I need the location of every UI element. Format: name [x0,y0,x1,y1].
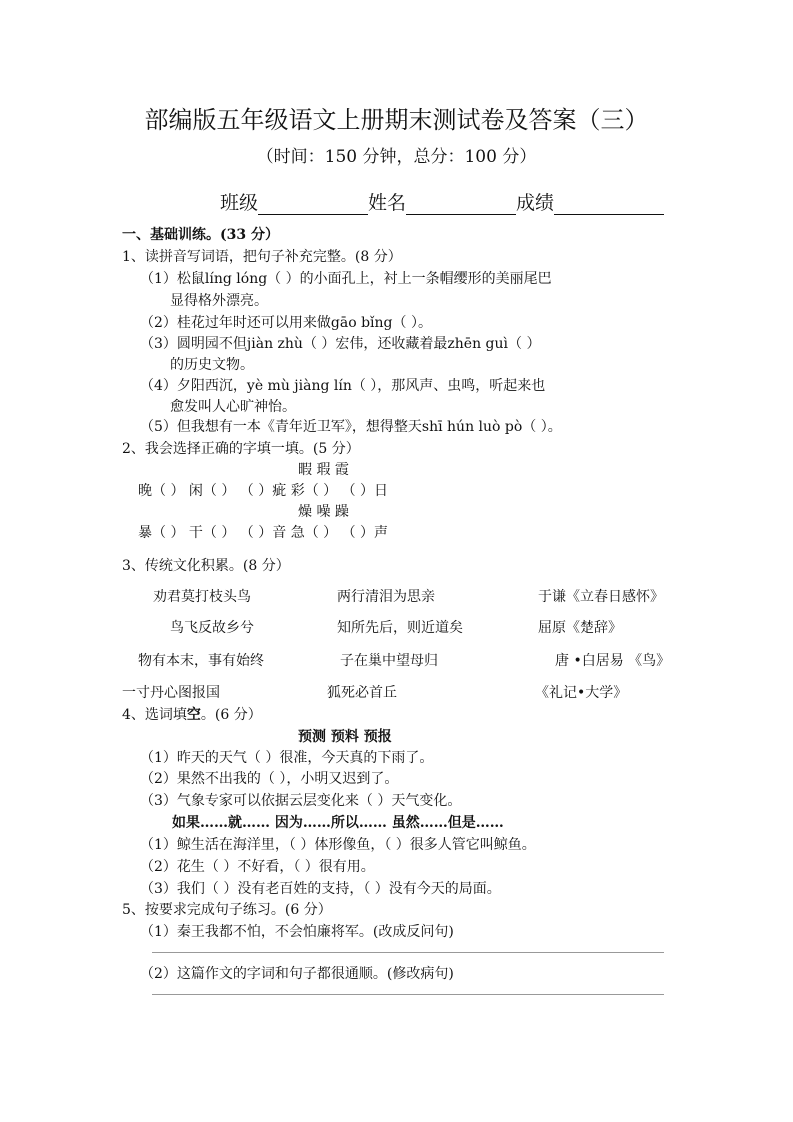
question-4-prompt-end: 。(6 分） [200,707,262,723]
score-label: 成绩 [516,192,555,214]
question-4-item: （3）气象专家可以依据云层变化来（ ）天气变化。 [140,793,462,809]
page-title: 部编版五年级语文上册期末测试卷及答案（三） [144,106,649,134]
score-field[interactable] [554,194,664,215]
question-5-prompt: 5、按要求完成句子练习。(6 分） [122,902,332,918]
class-field[interactable] [258,194,368,215]
student-info-row [220,188,664,215]
question-4-prompt-bold: 空 [186,707,201,723]
question-5-item: （1）秦王我都不怕，不会怕廉将军。(改成反问句) [140,924,454,940]
match-col2-item: 知所先后，则近道矣 [337,620,463,636]
question-4-item: （1）鲸生活在海洋里，（ ）体形像鱼，（ ）很多人管它叫鲸鱼。 [140,837,536,853]
match-col1-item: 物有本末，事有始终 [138,653,264,669]
question-1-item: （5）但我想有一本《青年近卫军》，想得整天shī hún luò pò（ ）。 [140,419,562,435]
question-1-prompt: 1、读拼音写词语，把句子补充完整。(8 分） [122,249,402,265]
question-1-item: （3）圆明园不但jiàn zhù（ ）宏伟，还收藏着最zhēn guì（ ） [140,336,541,352]
match-col3-item: 屈原《楚辞》 [538,620,622,636]
match-col3-item: 唐 •白居易 《鸟》 [555,653,671,669]
match-col3-item: 《礼记•大学》 [535,685,628,701]
question-2-prompt: 2、我会选择正确的字填一填。(5 分） [122,441,360,457]
match-col1-item: 鸟飞反故乡兮 [170,620,254,636]
match-col3-item: 于谦《立春日感怀》 [538,589,664,605]
question-4-item: （2）果然不出我的（ ），小明又迟到了。 [140,771,399,787]
question-4-item: （1）昨天的天气（ ）很准，今天真的下雨了。 [140,750,434,766]
question-2-char-options: 燥 噪 躁 [298,504,349,520]
question-1-item: 愈发叫人心旷神怡。 [170,399,296,415]
match-col2-item: 狐死必首丘 [327,685,397,701]
section-heading: 一、基础训练。(33 分） [122,227,279,243]
question-4-prompt-start: 4、选词填 [122,707,187,723]
question-4-item: （3）我们（ ）没有老百姓的支持，（ ）没有今天的局面。 [140,881,501,897]
match-col1-item: 劝君莫打枝头鸟 [153,589,251,605]
answer-line[interactable] [152,952,664,953]
name-field[interactable] [406,194,516,215]
question-1-item: 的历史文物。 [170,357,254,373]
question-3-prompt: 3、传统文化积累。(8 分） [122,558,290,574]
word-bank-1: 预测 预料 预报 [298,729,392,745]
answer-line[interactable] [152,994,664,995]
question-4-item: （2）花生（ ）不好看，（ ）很有用。 [140,859,375,875]
class-label: 班级 [220,192,259,214]
match-col2-item: 两行清泪为思亲 [337,589,435,605]
question-1-item: （1）松鼠líng lóng（ ）的小面孔上，衬上一条帽缨形的美丽尾巴 [140,271,552,287]
question-1-item: 显得格外漂亮。 [170,293,268,309]
question-2-char-options: 暇 瑕 霞 [298,462,349,478]
name-label: 姓名 [368,192,407,214]
question-1-item: （2）桂花过年时还可以用来做gāo bǐng（ ）。 [140,315,432,331]
question-5-item: （2）这篇作文的字词和句子都很通顺。(修改病句) [140,966,454,982]
word-bank-2: 如果……就…… 因为……所以…… 虽然……但是…… [172,815,504,831]
question-2-row: 晚（ ） 闲（ ） （ ）疵 彩（ ） （ ）日 [138,483,389,499]
question-1-item: （4）夕阳西沉，yè mù jiàng lín（ ），那风声、虫鸣，听起来也 [140,378,546,394]
question-4-prompt [122,704,262,724]
exam-meta: （时间：150 分钟，总分：100 分） [256,147,537,167]
match-col2-item: 子在巢中望母归 [340,653,438,669]
match-col1-item: 一寸丹心图报国 [122,685,220,701]
question-2-row: 暴（ ） 干（ ） （ ）音 急（ ） （ ）声 [138,525,389,541]
